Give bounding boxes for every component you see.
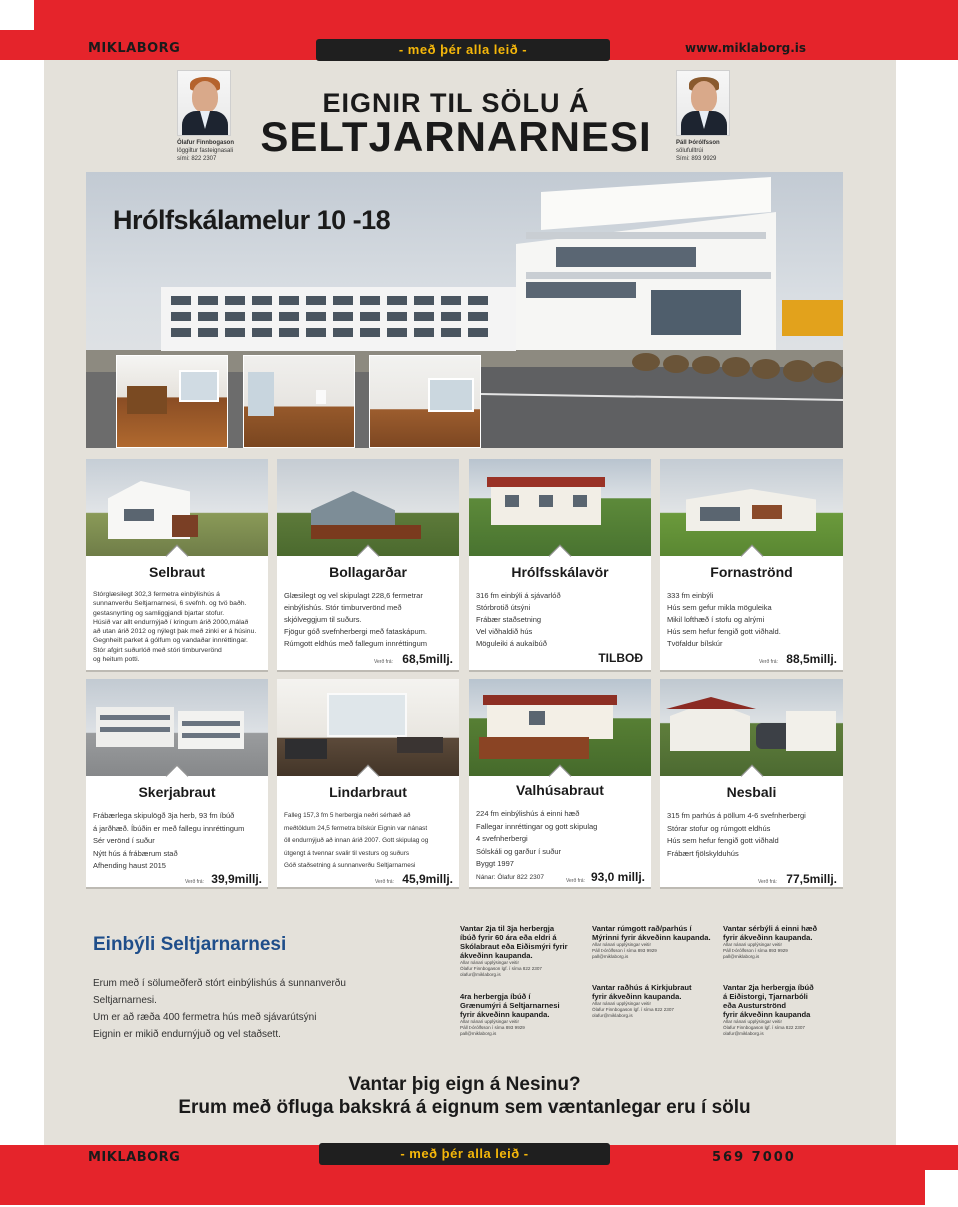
listing-name: Selbraut	[148, 564, 205, 580]
price-label: Verð frá:	[375, 879, 394, 885]
listing-name: Skerjabraut	[138, 784, 216, 800]
listing-name: Bollagarðar	[329, 564, 407, 580]
hero-title: Hrólfskálamelur 10 -18	[113, 205, 391, 235]
listing-name: Hrólfsskálavör	[511, 564, 609, 580]
price-label: Verð frá:	[759, 659, 778, 665]
listing-price: 39,9millj.	[211, 872, 262, 886]
listing-description: Glæsilegt og vel skipulagt 228,6 fermetrar einbýlishús. Stór timburverönd með skjólveggjum til suðurs. Fjögur góð svefnherbergi með fataskápum. Rúmgott eldhús með fallegum innréttingum	[284, 591, 427, 648]
listing-name: Fornaströnd	[710, 564, 793, 580]
listing-card-lindarbraut[interactable]	[277, 679, 459, 887]
wanted-ad: Vantar 2ja herbergja íbúð á Eiðistorgi, Tjarnarbóli eða Austurströnd fyrir ákveðinn kaupanda Allar nánari upplýsingar veitir Ólafur Finnbogason lgf. í síma 822 2307 olafur@miklaborg.is	[723, 983, 814, 1036]
listing-price: 93,0 millj.	[590, 870, 645, 884]
listing-card-valhusabraut[interactable]	[469, 679, 651, 887]
listing-photo	[86, 679, 268, 776]
listing-card-hrolfsskalavor[interactable]	[469, 459, 651, 670]
listing-name: Nesbali	[726, 784, 777, 800]
listing-card-bollagardar[interactable]	[277, 459, 459, 670]
price-label: Verð frá:	[566, 878, 585, 884]
section-title: Einbýli Seltjarnarnesi	[93, 934, 287, 955]
price-label: Verð frá:	[185, 879, 204, 885]
agent-name: Ólafur Finnbogason	[177, 140, 234, 146]
wanted-ad: Vantar raðhús á Kirkjubraut fyrir ákveðinn kaupanda. Allar nánari upplýsingar veitir Ólafur Finnbogason lgf. í síma 822 2307 olafur@miklaborg.is	[592, 983, 692, 1018]
listing-photo	[277, 459, 459, 556]
listing-description: 224 fm einbýlishús á einni hæð Fallegar innréttingar og gott skipulag 4 svefnherbergi Sólskáli og garður í suður Byggt 1997	[476, 809, 598, 868]
listing-photo	[277, 679, 459, 776]
top-red-band	[34, 0, 958, 30]
page-title-line2: SELTJARNARNESI	[260, 113, 652, 160]
wanted-ad: Vantar sérbýli á einni hæð fyrir ákveðinn kaupanda. Allar nánari upplýsingar veitir Páll Þórólfsson í síma 893 9929 pall@miklaborg.is	[723, 924, 818, 959]
listing-description: 333 fm einbýli Hús sem gefur mikla möguleika Mikil lofthæð í stofu og alrými Hús sem hefur fengið gott viðhald. Tvöfaldur bílskúr	[667, 591, 781, 648]
agent-info-pall	[676, 139, 756, 163]
listing-photo	[660, 459, 843, 556]
listing-price: 68,5millj.	[402, 652, 453, 666]
agent-title: sölufulltrúi	[676, 148, 704, 154]
listing-price: 77,5millj.	[786, 872, 837, 886]
listing-name: Valhúsabraut	[516, 782, 604, 798]
listing-description: Frábærlega skipulögð 3ja herb, 93 fm íbúð á jarðhæð. Íbúðin er með fallegu innréttingum Sér verönd í suður Nýtt hús á frábærum stað Afhending haust 2015	[93, 811, 245, 870]
listing-card-fornastrond[interactable]	[660, 459, 843, 670]
cta-headline: Vantar þig eign á Nesinu? Erum með öfluga bakskrá á eignum sem væntanlegar eru í sölu	[178, 1074, 751, 1118]
listing-photo	[469, 459, 651, 556]
header-brand: MIKLABORG	[88, 41, 181, 56]
listing-price: 45,9millj.	[402, 872, 453, 886]
listing-description: Stórglæsilegt 302,3 fermetra einbýlishús á sunnanverðu Seltjarnarnesi, 6 svefnh. og tvö baðh. gestasnyrting og samliggjandi bjartar stofur. Húsið var allt endurnýjað í kringum árið 2000,málað að utan árið 2012 og nýlegt þak með zinki er á húsinu. Gegnheilt parket á gólfum og vandaðar innréttingar. Stór afgirt suðurlóð með stóri timburverönd og heitum potti.	[93, 591, 257, 664]
bottom-red-band	[0, 1170, 925, 1205]
listing-description: Falleg 157,3 fm 5 herbergja neðri sérhæð að meðtöldum 24,5 fermetra bílskúr Eignin var nánast öll endurnýjuð að innan árið 2007. Gott skipulag og útgengt á tvennar svalir til vesturs og suðurs Góð staðsetning á sunnanverðu Seltjarnarnesi	[284, 812, 429, 869]
hero-thumb-room	[243, 355, 355, 448]
listing-description: 316 fm einbýli á sjávarlóð Stórbrotið útsýni Frábær staðsetning Vel viðhaldið hús Möguleiki á aukaíbúð	[476, 591, 561, 648]
listing-card-skerjabraut[interactable]	[86, 679, 268, 887]
header-url[interactable]: www.miklaborg.is	[685, 41, 807, 55]
listing-photo	[86, 459, 268, 556]
wanted-ad: Vantar 2ja til 3ja herbergja íbúð fyrir 60 ára eða eldri á Skólabraut eða Eiðismýri fyrir ákveðinn kaupanda. Allar nánari upplýsingar veitir Ólafur Finnbogason lgf. í síma 822 2307 olafur@miklaborg.is	[460, 924, 568, 977]
price-label: Verð frá:	[374, 659, 393, 665]
agent-photo-olafur	[177, 70, 231, 136]
hero-thumb-kitchen	[116, 355, 228, 448]
listing-name: Lindarbraut	[329, 784, 407, 800]
hero-thumb-living	[369, 355, 481, 448]
listing-photo	[660, 679, 843, 776]
wanted-ad: 4ra herbergja íbúð í Grænumýri á Seltjarnarnesi fyrir ákveðinn kaupanda. Allar nánari upplýsingar veitir Páll Þórólfsson í síma 893 9929 pall@miklaborg.is	[460, 992, 560, 1036]
footer-phone[interactable]: 569 7000	[712, 1150, 796, 1165]
listing-card-selbraut[interactable]	[86, 459, 268, 670]
listing-description: 315 fm parhús á pöllum 4-6 svefnherbergi Stórar stofur og rúmgott eldhús Hús sem hefur fengið gott viðhald Frábært fjölskylduhús	[667, 811, 806, 858]
wanted-ad: Vantar rúmgott rað/parhús í Mýrinni fyrir ákveðinn kaupanda. Allar nánari upplýsingar veitir Páll Þórólfsson í síma 893 9929 pall@miklaborg.is	[592, 924, 711, 959]
agent-phone: sími: 822 2307	[177, 156, 217, 162]
listing-price: 88,5millj.	[786, 652, 837, 666]
price-label: Verð frá:	[758, 879, 777, 885]
agent-phone: Sími: 893 9929	[676, 156, 717, 162]
page-title-line1: EIGNIR TIL SÖLU Á	[322, 88, 590, 118]
agent-name: Páll Þórólfsson	[676, 140, 720, 146]
listing-card-nesbali[interactable]	[660, 679, 843, 887]
agent-photo-pall	[676, 70, 730, 136]
header-slogan: - með þér alla leið -	[316, 39, 610, 61]
offer-tag: TILBOÐ	[598, 651, 643, 665]
listing-photo	[469, 679, 651, 776]
listing-contact: Nánar: Ólafur 822 2307	[476, 874, 544, 881]
footer-brand: MIKLABORG	[88, 1150, 181, 1165]
footer-slogan: - með þér alla leið -	[319, 1143, 610, 1165]
section-text: Erum með í sölumeðferð stórt einbýlishús á sunnanverðu Seltjarnarnesi. Um er að ræða 400 fermetra hús með sjávarútsýni Eignin er mikið endurnýjuð og vel staðsett.	[93, 978, 346, 1040]
hero-photo	[86, 172, 843, 448]
agent-title: löggiltur fasteignasali	[177, 148, 234, 154]
